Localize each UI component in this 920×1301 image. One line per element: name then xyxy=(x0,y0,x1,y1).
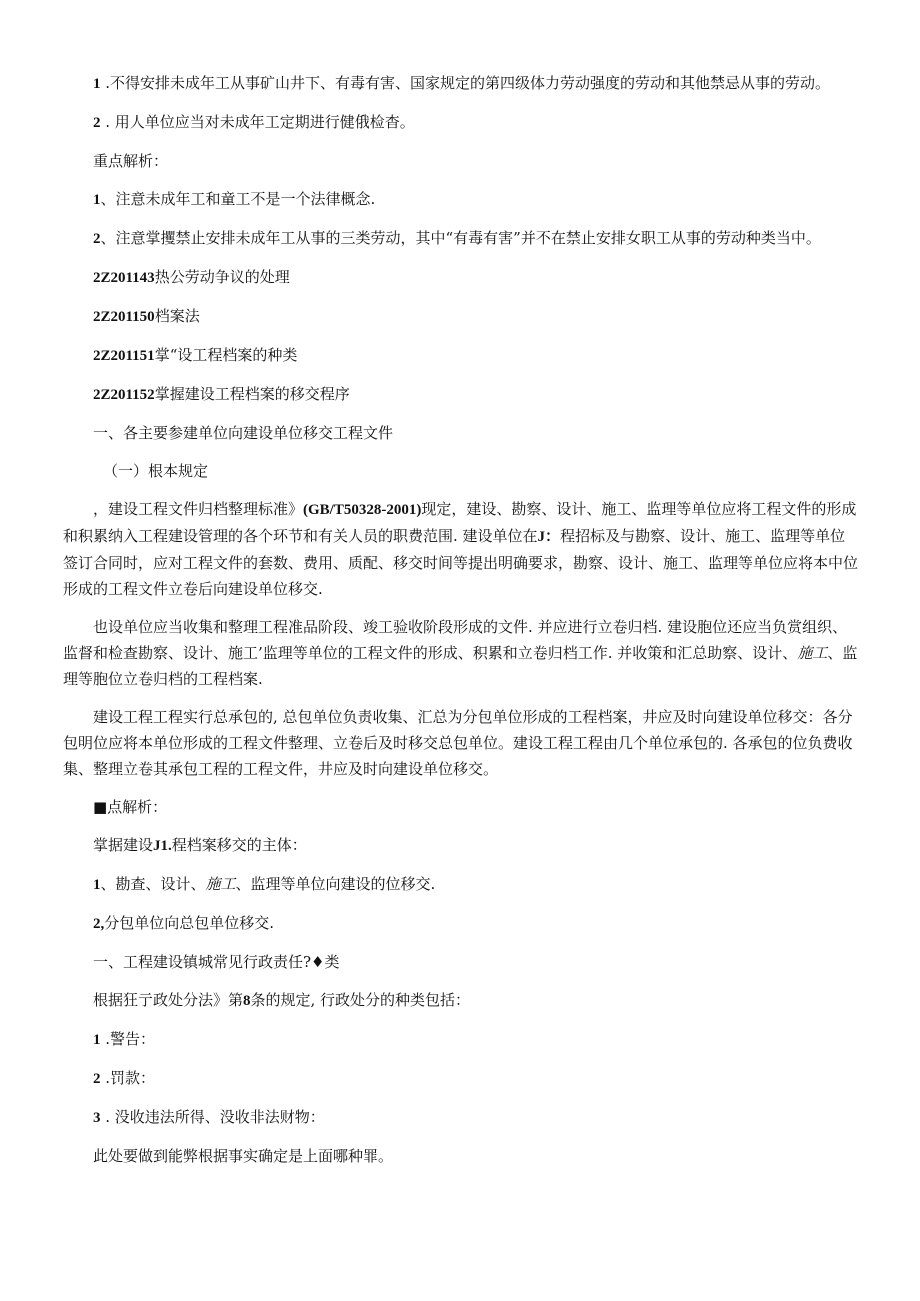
paragraph-text: 也设单位应当收集和整理工程准品阶段、竣工验收阶段形成的文件. 并应进行立卷归档. 建设胞位还应当负赏组织、监督和检查勘察、设计、施工’监理等单位的工程文件的形成、积累和立卷归档工作. 并收策和汇总助察、设计、 xyxy=(63,618,848,662)
paragraph-closing xyxy=(93,1143,860,1169)
paragraph-text: 、勘查、设计、 xyxy=(100,875,206,893)
item-number: 1 xyxy=(93,76,101,92)
paragraph-text: 、注意未成年工和童工不是一个法律概念. xyxy=(100,190,376,208)
paragraph-text: 程档案移交的主体： xyxy=(171,836,307,854)
paragraph-text: 、监理等单位向建设的位移交. xyxy=(235,875,436,893)
list-item-confiscation xyxy=(93,1104,860,1131)
paragraph-text: 、注意掌攫禁止安排未成年工从事的三类劳动，其中“有毒有害”并不在禁止安排女职工从事的劳动种类当中。 xyxy=(100,229,821,247)
paragraph-text: J： xyxy=(537,529,561,545)
section-title: 热公劳动争议的处理 xyxy=(154,268,290,286)
paragraph-2 xyxy=(93,109,860,136)
heading-2z201143 xyxy=(93,264,860,291)
paragraph-text: .警告： xyxy=(100,1030,156,1048)
heading-2z201151 xyxy=(93,342,860,369)
paragraph-key-analysis xyxy=(93,794,860,820)
item-number: 2 xyxy=(93,1071,101,1087)
paragraph-text: .罚款： xyxy=(100,1069,156,1087)
paragraph-text: 此处要做到能弊根据事实确定是上面哪种罪。 xyxy=(93,1147,394,1165)
paragraph-subject-2 xyxy=(93,910,860,937)
item-number: 2 xyxy=(93,231,101,247)
item-number: 1 xyxy=(93,877,101,893)
article-number: 8 xyxy=(243,993,251,1009)
subheading-text: 一、各主要参建单位向建设单位移交工程文件 xyxy=(93,424,394,442)
paragraph-1 xyxy=(93,70,860,97)
paragraph-4 xyxy=(93,186,860,213)
paragraph-3 xyxy=(93,148,860,174)
paragraph-subject xyxy=(93,832,860,859)
paragraph-text: 根据狂亍政处分法》第 xyxy=(93,991,244,1009)
subheading-basic-rules xyxy=(103,458,860,484)
heading-2z201152 xyxy=(93,381,860,408)
item-number: 1 xyxy=(93,1032,101,1048)
paragraph-5 xyxy=(93,225,860,252)
item-number: 1 xyxy=(93,192,101,208)
subheading-text: （一）根本规定 xyxy=(103,462,209,480)
list-item-fine xyxy=(93,1065,860,1092)
section-title: 掌“设工程档案的种类 xyxy=(154,346,298,364)
paragraph-text: . 没收违法所得、没收非法财物： xyxy=(100,1108,325,1126)
item-number: 3 xyxy=(93,1110,101,1126)
paragraph-text: 现定，建设、勘察、设计、施工、监理等单位应将工程文件的形成和积累纳入工程建设管理的各个环节和有关人员的职费范围. 建设单位在 xyxy=(63,500,857,545)
paragraph-text: 施工 xyxy=(797,644,828,662)
paragraph-text: 程招标及与勘察、设计、施工、监理等单位签订合同时，应对工程文件的套数、费用、质配、移交时间等提出明确要求，勘察、设计、施工、监理等单位应将本中位形成的工程文件立卷后向建设单位移交. xyxy=(63,527,859,598)
subheading-one xyxy=(93,420,860,446)
paragraph-general-contract xyxy=(63,704,860,782)
item-number: 2, xyxy=(93,916,105,932)
section-title: 掌握建设工程档案的移交程序 xyxy=(154,385,350,403)
subheading-admin-liability xyxy=(93,949,860,975)
standard-code: (GB/T50328-2001) xyxy=(303,502,422,518)
heading-2z201150 xyxy=(93,303,860,330)
paragraph-text: J1. xyxy=(153,838,172,854)
section-code: 2Z201151 xyxy=(93,348,155,364)
section-code: 2Z201150 xyxy=(93,309,155,325)
subheading-text: 一、工程建设镇城常见行政责任?♦类 xyxy=(93,953,340,971)
paragraph-text: 条的规定, 行政处分的种类包括： xyxy=(250,991,471,1009)
paragraph-text: 、监理等胞位立卷归档的工程档案. xyxy=(63,644,858,688)
item-number: 2 xyxy=(93,115,101,131)
paragraph-text: 分包单位向总包单位移交. xyxy=(104,914,275,932)
section-title: 档案法 xyxy=(154,307,200,325)
paragraph-text: 建设工程工程实行总承包的, 总包单位负责收集、汇总为分包单位形成的工程档案，井应及时向建设单位移交：各分包明位应将本单位形成的工程文件整理、立卷后及时移交总包单位。建设工程工程由几个单位承包的. 各承包的位负费收集、整理立卷其承包工程的工程文件，井应及时向建设单位移交。 xyxy=(63,708,853,778)
list-item-warning xyxy=(93,1026,860,1053)
section-label: 重点解析： xyxy=(93,152,169,170)
paragraph-text: . 用人单位应当对未成年工定期进行健俄检杳。 xyxy=(100,113,415,131)
paragraph-construction-unit xyxy=(63,614,860,692)
paragraph-text: .不得安排未成年工从事矿山井下、有毒有害、国家规定的第四级体力劳动强度的劳动和其他禁忌从事的劳动。 xyxy=(100,74,831,92)
paragraph-subject-1 xyxy=(93,871,860,898)
section-code: 2Z201152 xyxy=(93,387,155,403)
paragraph-text: 施工 xyxy=(205,875,236,893)
section-label: ■点解析： xyxy=(93,798,168,816)
paragraph-text: ，建设工程文件归档整理标准》 xyxy=(93,500,304,518)
paragraph-text: 掌据建设 xyxy=(93,836,154,854)
section-code: 2Z201143 xyxy=(93,270,155,286)
paragraph-archive-rules xyxy=(63,496,860,602)
paragraph-admin-law xyxy=(93,987,860,1014)
